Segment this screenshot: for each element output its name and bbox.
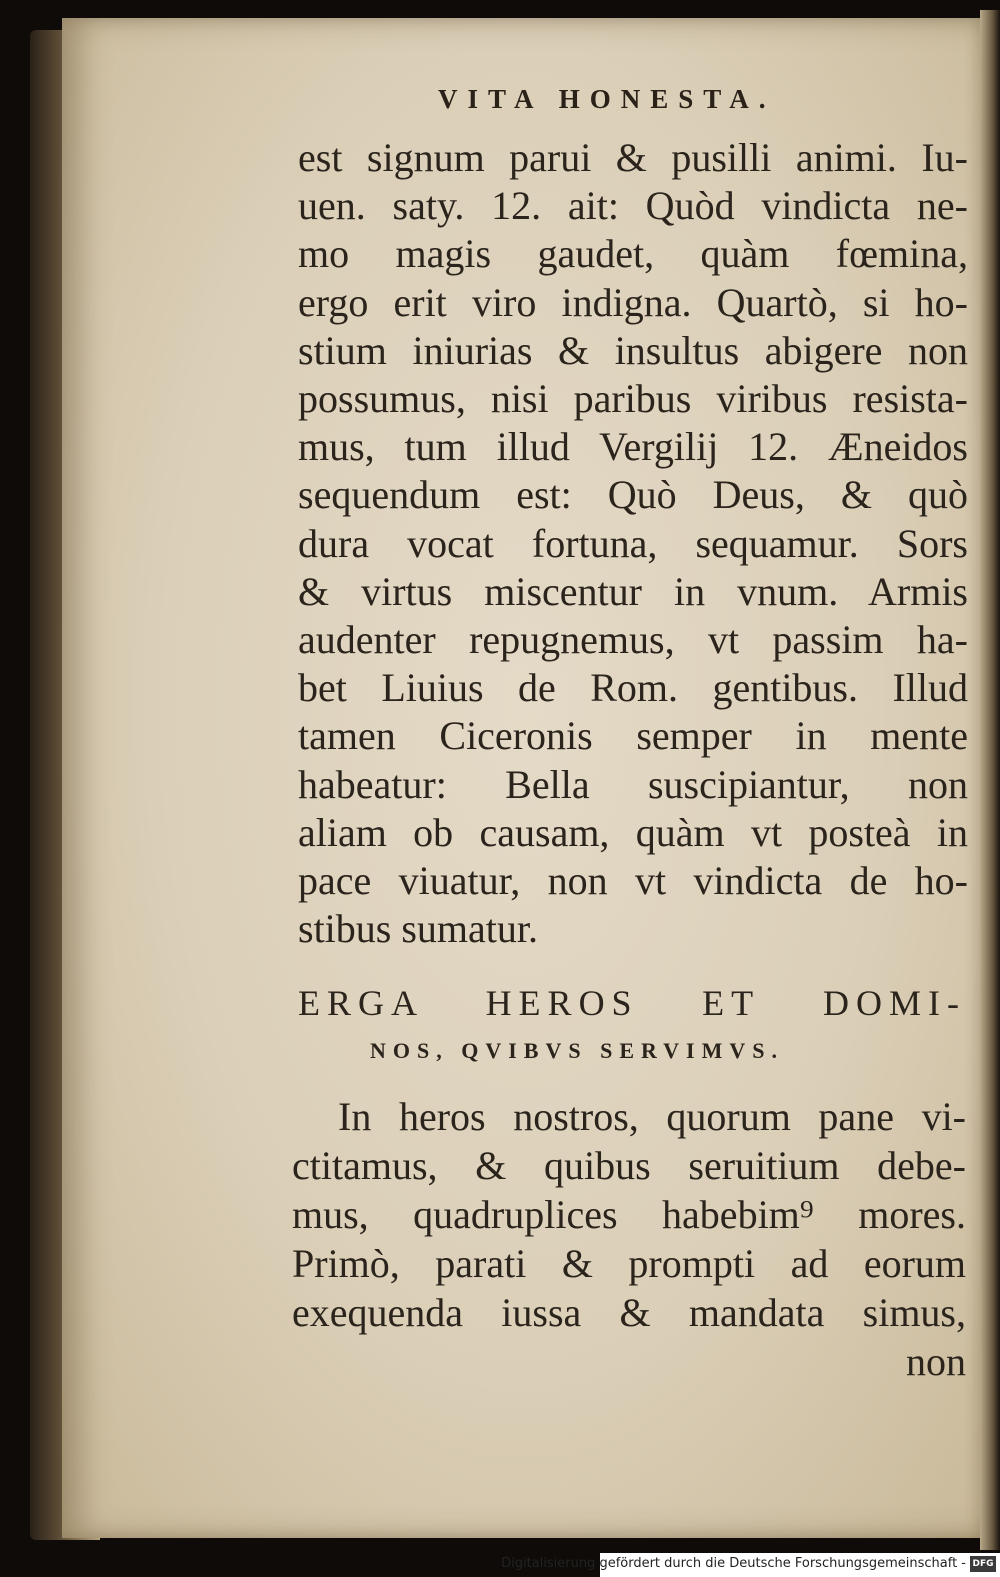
text-line: mus, quadruplices habebim⁹ mores. bbox=[292, 1192, 966, 1237]
text-line: est signum parui & pusilli animi. Iu- bbox=[298, 135, 968, 180]
text-line: habeatur: Bella suscipiantur, non bbox=[298, 761, 968, 807]
text-line: bet Liuius de Rom. gentibus. Illud bbox=[298, 665, 968, 711]
catchword: non bbox=[906, 1339, 966, 1384]
text-line: pace viuatur, non vt vindicta de ho- bbox=[298, 858, 968, 904]
text-line: aliam ob causam, quàm vt posteà in bbox=[298, 809, 968, 855]
text-line: sequendum est: Quò Deus, & quò bbox=[298, 472, 968, 518]
funding-notice: Digitalisierung gefördert durch die Deutsche Forschungsgemeinschaft - bbox=[501, 1556, 966, 1571]
text-line: ctitamus, & quibus seruitium debe- bbox=[292, 1143, 966, 1188]
section-heading-line2: NOS, QVIBVS SERVIMVS. bbox=[370, 1038, 784, 1063]
text-line: & virtus miscentur in vnum. Armis bbox=[298, 568, 968, 614]
body-text-block bbox=[298, 134, 968, 953]
text-line: In heros nostros, quorum pane vi- bbox=[338, 1094, 966, 1139]
text-line: mo magis gaudet, quàm fœmina, bbox=[298, 231, 968, 277]
section-text-block bbox=[292, 1092, 966, 1386]
text-line: Primò, parati & prompti ad eorum bbox=[292, 1241, 966, 1286]
dfg-logo-icon: DFG bbox=[970, 1556, 996, 1572]
text-line: tamen Ciceronis semper in mente bbox=[298, 713, 968, 759]
text-line: exequenda iussa & mandata simus, bbox=[292, 1290, 966, 1335]
text-line: ergo erit viro indigna. Quartò, si ho- bbox=[298, 279, 968, 325]
running-head: VITA HONESTA. bbox=[438, 84, 776, 114]
page-right-edge bbox=[980, 10, 1000, 1550]
section-heading-line1: ERGA HEROS ET DOMI- bbox=[298, 983, 966, 1023]
text-line: stium iniurias & insultus abigere non bbox=[298, 327, 968, 373]
text-line: dura vocat fortuna, sequamur. Sors bbox=[298, 520, 968, 566]
text-line: possumus, nisi paribus viribus resista- bbox=[298, 376, 968, 422]
text-line: uen. saty. 12. ait: Quòd vindicta ne- bbox=[298, 183, 968, 229]
text-line: audenter repugnemus, vt passim ha- bbox=[298, 617, 968, 663]
text-line: mus, tum illud Vergilij 12. Æneidos bbox=[298, 424, 968, 470]
text-line: stibus sumatur. bbox=[298, 906, 539, 952]
